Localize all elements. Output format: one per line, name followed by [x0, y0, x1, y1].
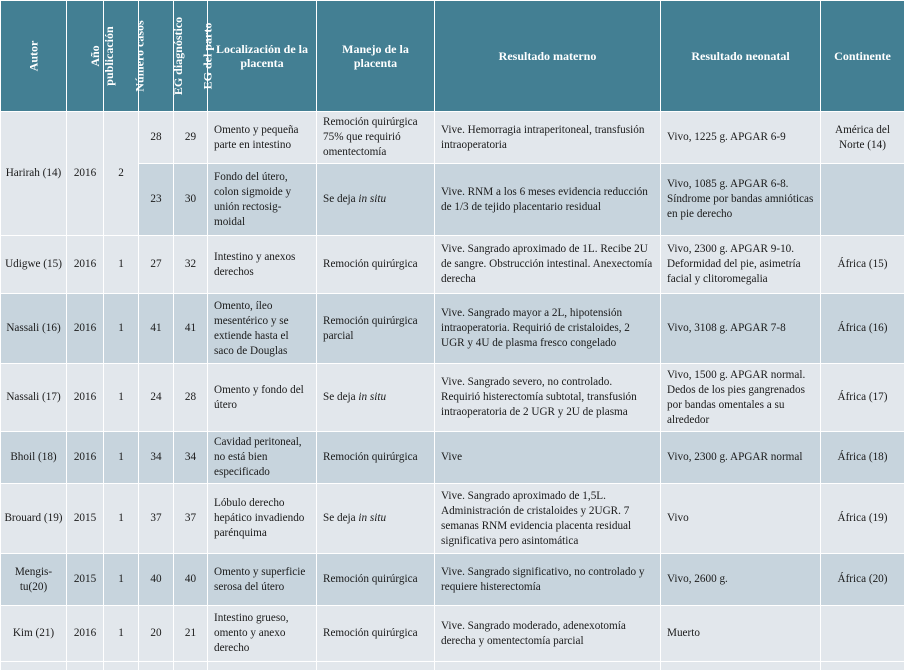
table-row: [1, 554, 904, 606]
cell-localizacion: Intestino grueso, omento y anexo derecho: [208, 606, 317, 662]
header-eg-parto: EG del parto: [174, 1, 208, 112]
header-anio: Año publicación: [67, 1, 104, 112]
cell-eg-dx: 23: [139, 164, 174, 236]
header-continente: Continente: [821, 1, 904, 112]
cell-eg-dx: 41: [139, 294, 174, 364]
table-row: [1, 606, 904, 662]
table-row-partial: [1, 662, 904, 671]
cell-localizacion: Fondo del útero, colon sigmoide y unión rectosig-moidal: [208, 164, 317, 236]
cell-autor: Udigwe (15): [1, 236, 67, 294]
cell-eg-dx: 24: [139, 364, 174, 432]
cell-neonatal: Vivo, 1085 g. APGAR 6-8. Síndrome por bandas amnióticas en pie derecho: [661, 164, 821, 236]
cell-neonatal: Vivo, 1500 g. APGAR normal. Dedos de los pies gangrenados por bandas omentales a su alrededor: [661, 364, 821, 432]
cell-eg-parto: 28: [174, 364, 208, 432]
cell-eg-dx: 40: [139, 554, 174, 606]
cell-continente: África (19): [821, 484, 904, 554]
cell-eg-parto: 40: [174, 554, 208, 606]
table-row: [1, 294, 904, 364]
cell-eg-dx: 37: [139, 484, 174, 554]
cell-continente: África (20): [821, 554, 904, 606]
cell-localizacion: Intestino y anexos derechos: [208, 236, 317, 294]
cell-eg-parto: 21: [174, 606, 208, 662]
header-localizacion: Localización de la placenta: [208, 1, 317, 112]
cell-eg-parto: 30: [174, 164, 208, 236]
cell-localizacion: Lóbulo derecho hepático invadiendo parénquima: [208, 484, 317, 554]
cell-materno: Vive. Sangrado moderado, adenexotomía derecha y omentectomía parcial: [435, 606, 661, 662]
table-row: [1, 236, 904, 294]
table-row: [1, 484, 904, 554]
cell-eg-parto: 32: [174, 236, 208, 294]
cell-neonatal: Muerto: [661, 606, 821, 662]
table-row: [1, 364, 904, 432]
cell-manejo: Remoción quirúrgica: [317, 236, 435, 294]
cell-autor: Bhoil (18): [1, 432, 67, 484]
cell-neonatal: Vivo, 2600 g.: [661, 554, 821, 606]
cell-manejo: Se deja in situ: [317, 364, 435, 432]
cell-manejo: Se deja in situ: [317, 484, 435, 554]
cell-manejo: Se deja in situ: [317, 164, 435, 236]
cell-anio: 2016: [67, 364, 104, 432]
cell-neonatal: Vivo, 1225 g. APGAR 6-9: [661, 112, 821, 164]
table-row: [1, 432, 904, 484]
cell-anio: 2016: [67, 294, 104, 364]
cell-manejo: Remoción quirúrgica: [317, 606, 435, 662]
cell-continente: América del Norte (14): [821, 112, 904, 164]
cell-eg-dx: 20: [139, 606, 174, 662]
cell-casos: 1: [104, 294, 139, 364]
cell-materno: Vive. Sangrado severo, no controlado. Requirió histerectomía subtotal, transfusión intraoperatoria de 2 UGR y 2U de plasma: [435, 364, 661, 432]
cell-continente: África (18): [821, 432, 904, 484]
cell-manejo: Remoción quirúrgica: [317, 554, 435, 606]
cell-autor: Brouard (19): [1, 484, 67, 554]
cell-continente: [821, 164, 904, 236]
cell-materno: Vive: [435, 432, 661, 484]
cell-materno: Vive. RNM a los 6 meses evidencia reducción de 1/3 de tejido placentario residual: [435, 164, 661, 236]
cell-casos: 1: [104, 484, 139, 554]
cell-materno: Vive. Hemorragia intraperitoneal, transfusión intraoperatoria: [435, 112, 661, 164]
cell-manejo: Remoción quirúrgica 75% que requirió omentectomía: [317, 112, 435, 164]
table-row: [1, 112, 904, 164]
cell-localizacion: Omento y pequeña parte en intestino: [208, 112, 317, 164]
cell-manejo: Remoción quirúrgica: [317, 432, 435, 484]
cell-localizacion: Omento y superficie serosa del útero: [208, 554, 317, 606]
cell-autor: Mengis-tu(20): [1, 554, 67, 606]
header-resultado-neonatal: Resultado neonatal: [661, 1, 821, 112]
header-row: [1, 1, 904, 112]
cell-autor: Nassali (16): [1, 294, 67, 364]
cell-casos: 1: [104, 606, 139, 662]
cell-continente: África (15): [821, 236, 904, 294]
cell-neonatal: Vivo: [661, 484, 821, 554]
cell-neonatal: Vivo, 3108 g. APGAR 7-8: [661, 294, 821, 364]
cell-anio: 2015: [67, 554, 104, 606]
cell-neonatal: Vivo, 2300 g. APGAR normal: [661, 432, 821, 484]
cell-anio: 2016: [67, 236, 104, 294]
cell-materno: Vive. Sangrado aproximado de 1,5L. Administración de cristaloides y 2UGR. 7 semanas RNM evidencia placenta residual significativa pero asintomática: [435, 484, 661, 554]
cell-localizacion: Cavidad peritoneal, no está bien especificado: [208, 432, 317, 484]
cell-eg-dx: 28: [139, 112, 174, 164]
cell-eg-parto: 34: [174, 432, 208, 484]
cell-manejo: Remoción quirúrgica parcial: [317, 294, 435, 364]
cell-anio: 2016: [67, 432, 104, 484]
cell-materno: Vive. Sangrado significativo, no controlado y requiere histerectomía: [435, 554, 661, 606]
cell-neonatal: Vivo, 2300 g. APGAR 9-10. Deformidad del pie, asimetría facial y clitoromegalia: [661, 236, 821, 294]
header-casos: Número casos: [104, 1, 139, 112]
header-manejo: Manejo de la placenta: [317, 1, 435, 112]
cell-anio: 2016: [67, 606, 104, 662]
cell-anio: 2016: [67, 112, 104, 236]
cell-localizacion: Omento, íleo mesentérico y se extiende hasta el saco de Douglas: [208, 294, 317, 364]
cell-autor: Kim (21): [1, 606, 67, 662]
cell-autor: Harirah (14): [1, 112, 67, 236]
header-eg-diagnostico: EG diagnóstico: [139, 1, 174, 112]
header-resultado-materno: Resultado materno: [435, 1, 661, 112]
cell-casos: 2: [104, 112, 139, 236]
cell-anio: 2015: [67, 484, 104, 554]
cell-localizacion: Omento y fondo del útero: [208, 364, 317, 432]
cell-eg-dx: 34: [139, 432, 174, 484]
cell-eg-parto: 37: [174, 484, 208, 554]
cell-casos: 1: [104, 364, 139, 432]
cell-eg-dx: 27: [139, 236, 174, 294]
cell-continente: África (17): [821, 364, 904, 432]
header-autor: Autor: [1, 1, 67, 112]
cell-continente: [821, 606, 904, 662]
cell-casos: 1: [104, 236, 139, 294]
cell-continente: África (16): [821, 294, 904, 364]
cell-eg-parto: 41: [174, 294, 208, 364]
cell-autor: Nassali (17): [1, 364, 67, 432]
cell-eg-parto: 29: [174, 112, 208, 164]
cell-casos: 1: [104, 432, 139, 484]
cell-materno: Vive. Sangrado mayor a 2L, hipotensión intraoperatoria. Requirió de cristaloides, 2 UGR y 4U de plasma fresco congelado: [435, 294, 661, 364]
cell-casos: 1: [104, 554, 139, 606]
cell-materno: Vive. Sangrado aproximado de 1L. Recibe 2U de sangre. Obstrucción intestinal. Anexectomía derecha: [435, 236, 661, 294]
